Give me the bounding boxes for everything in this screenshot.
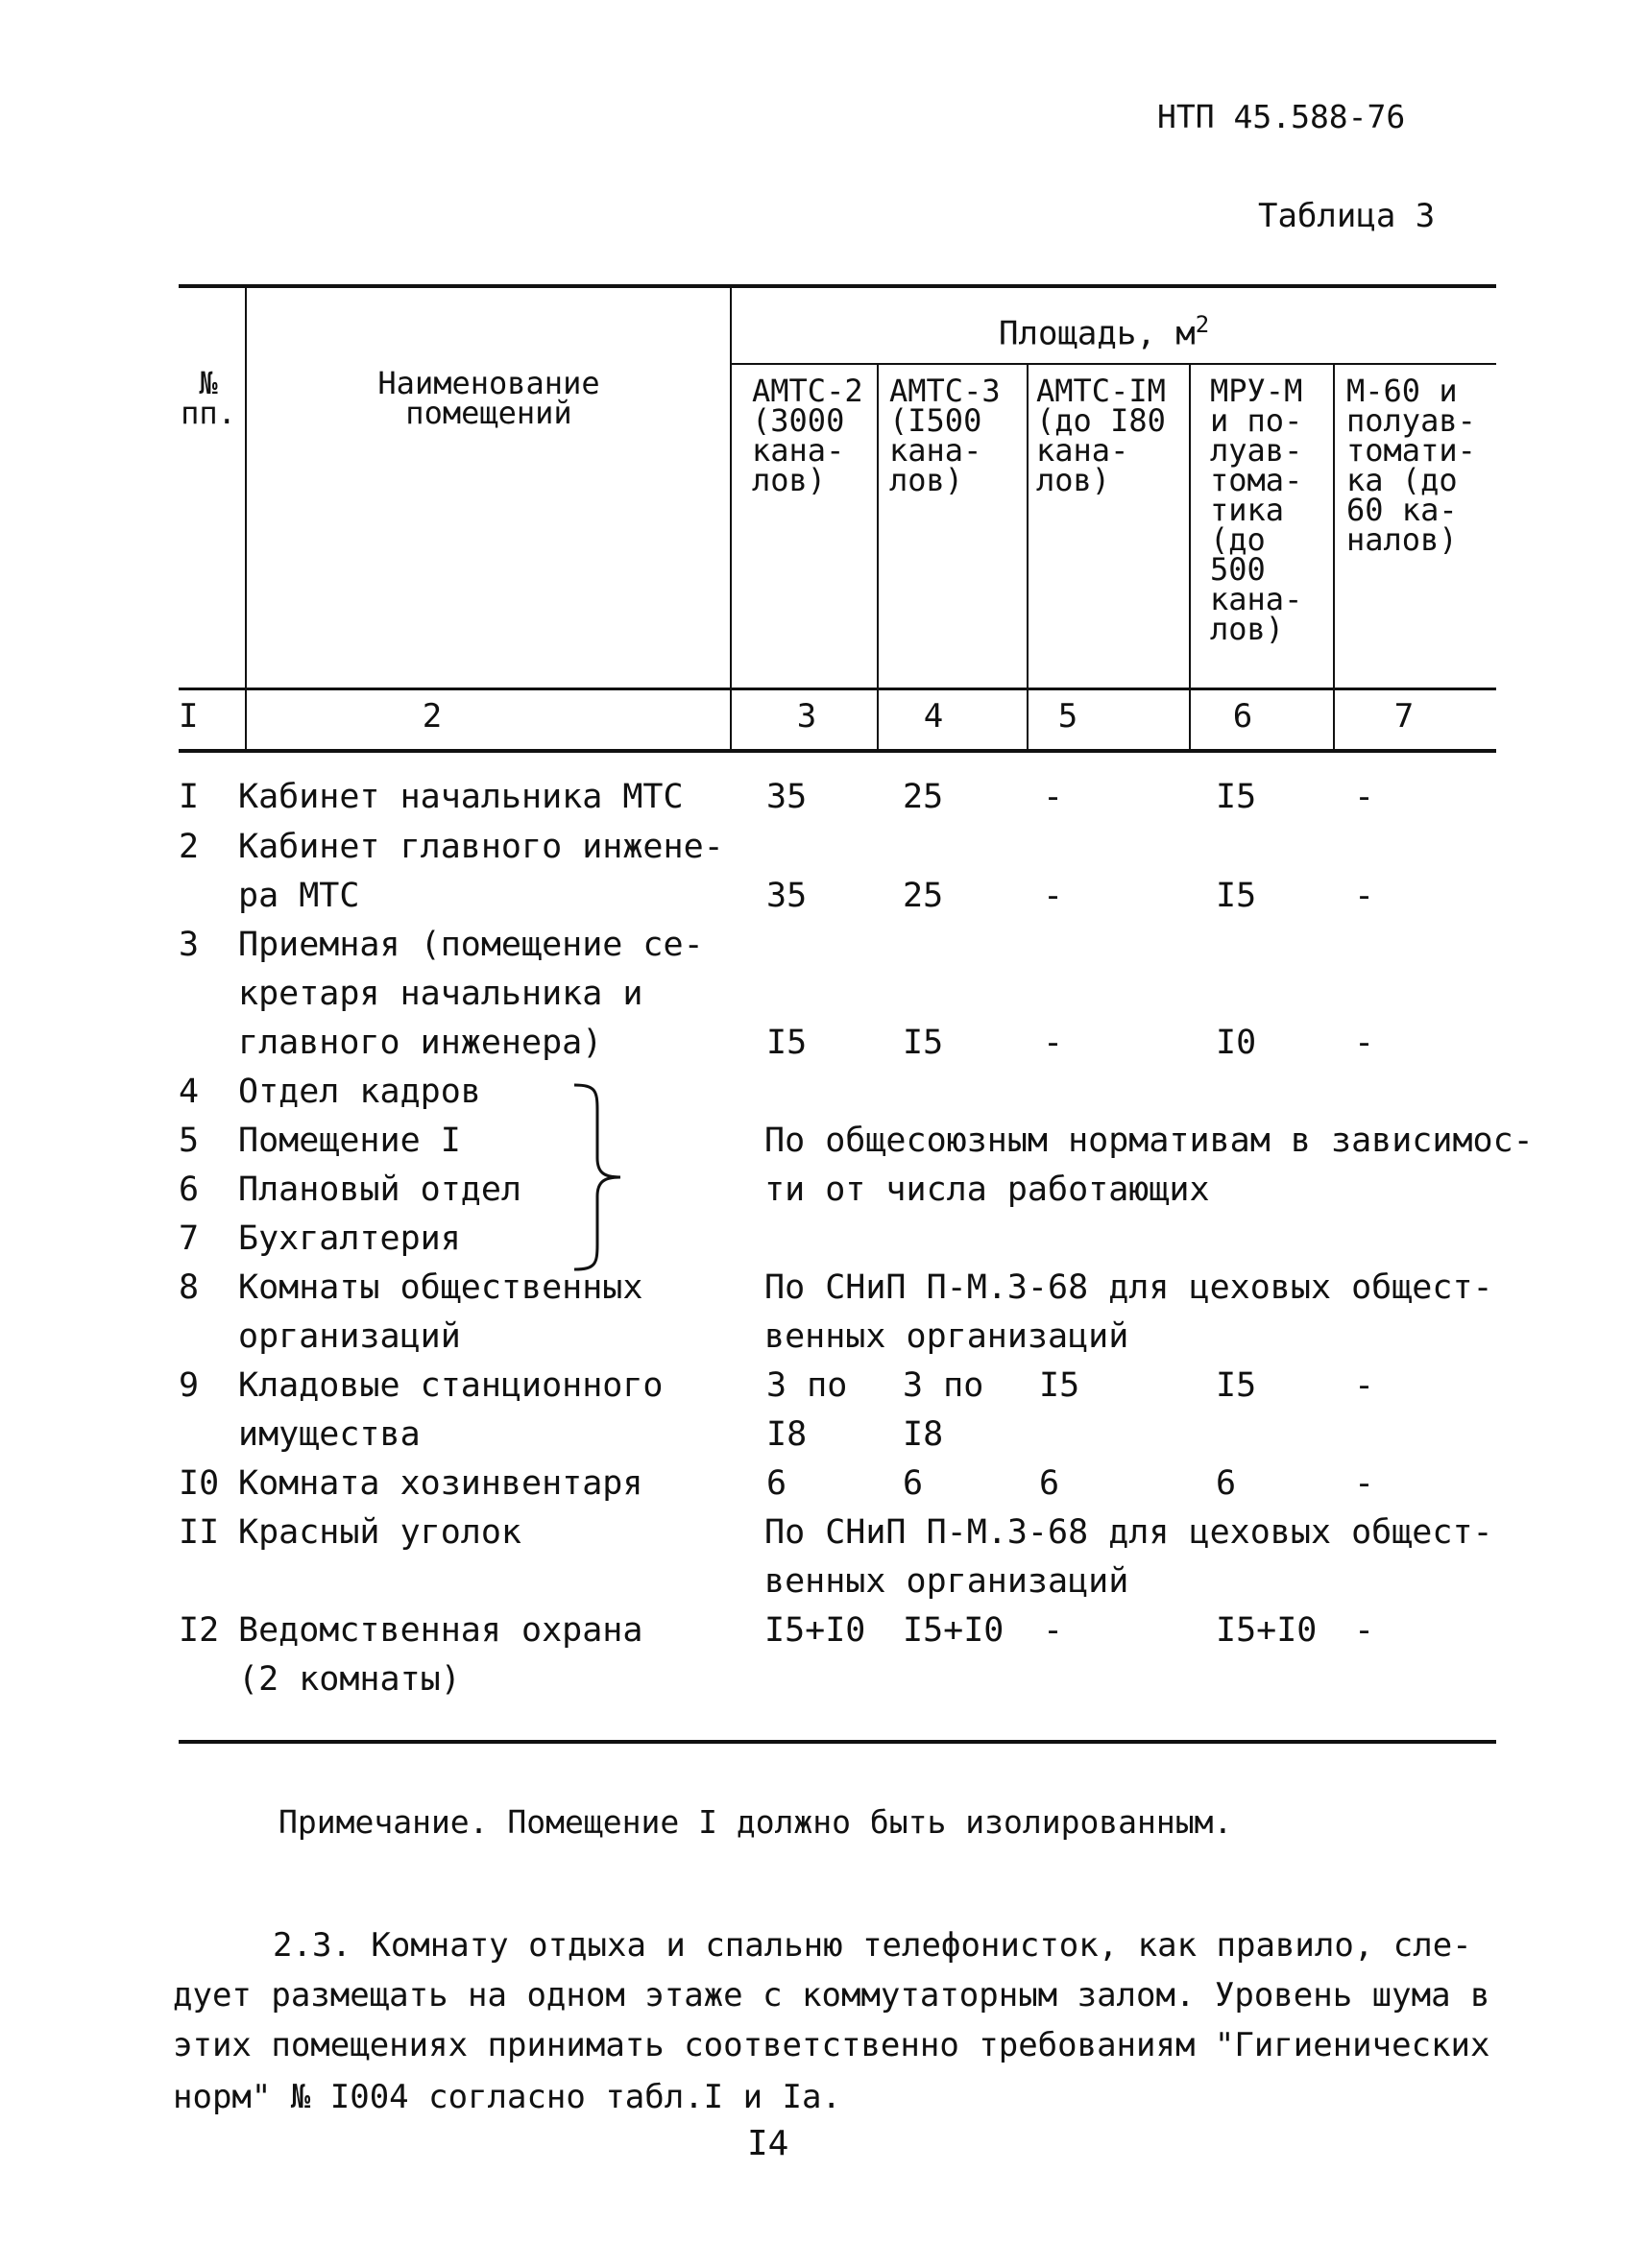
row-12-col3: I5+I0	[764, 1611, 866, 1650]
table-caption: Таблица 3	[1258, 197, 1436, 235]
document-code: НТП 45.588-76	[1157, 98, 1406, 135]
table-bottom-rule	[179, 1740, 1496, 1744]
row-11-no: II	[179, 1513, 220, 1552]
colnum-4: 4	[923, 697, 944, 736]
header-bottom-rule	[179, 688, 1496, 690]
header-area: Площадь, $м^2$	[999, 311, 1210, 353]
header-amts-3: АМТС-3 (I500 кана- лов)	[889, 373, 1001, 498]
row-2-col3: 35	[766, 877, 808, 915]
colnum-3: 3	[796, 697, 817, 736]
row-2-col7: -	[1354, 877, 1375, 915]
row-10-col4: 6	[903, 1464, 924, 1503]
row-3-name-line2: кретаря начальника и	[238, 975, 643, 1013]
row-5-name: Помещение I	[238, 1122, 461, 1160]
col-divider-1	[245, 286, 247, 751]
col-divider-2	[730, 286, 732, 751]
row-9-col3-line2: I8	[766, 1415, 808, 1454]
row-3-name-line3: главного инженера)	[238, 1024, 603, 1062]
row-9-col7: -	[1354, 1366, 1375, 1405]
row-6-name: Плановый отдел	[238, 1170, 522, 1209]
header-amts-2: АМТС-2 (3000 кана- лов)	[752, 373, 863, 498]
row-1-col3: 35	[766, 778, 808, 816]
row-1-col6: I5	[1216, 778, 1257, 816]
row-9-name-line2: имущества	[238, 1415, 421, 1454]
row-8-span-line1: По СНиП П-М.3-68 для цеховых общест-	[764, 1268, 1493, 1307]
table-note: Примечание. Помещение I должно быть изолированным.	[278, 1803, 1233, 1841]
row-2-col4: 25	[903, 877, 944, 915]
row-4-name: Отдел кадров	[238, 1073, 481, 1111]
row-3-col4: I5	[903, 1024, 944, 1062]
col-divider-4	[1027, 365, 1029, 751]
row-5-no: 5	[179, 1122, 200, 1160]
row-9-no: 9	[179, 1366, 200, 1405]
row-3-name-line1: Приемная (помещение се-	[238, 926, 704, 964]
header-mru-m: МРУ-М и по- луав- тома- тика (до 500 кана- лов)	[1210, 373, 1303, 647]
paragraph-line-3: этих помещениях принимать соответственно требованиям "Гигиенических	[173, 2026, 1490, 2064]
row-2-no: 2	[179, 828, 200, 866]
row-2-col5: -	[1043, 877, 1064, 915]
row-12-no: I2	[179, 1611, 220, 1650]
row-8-span-line2: венных организаций	[764, 1317, 1129, 1356]
col-divider-3	[877, 365, 879, 751]
row-7-no: 7	[179, 1219, 200, 1258]
row-7-name: Бухгалтерия	[238, 1219, 461, 1258]
row-12-name-line1: Ведомственная охрана	[238, 1611, 643, 1650]
table-top-rule	[179, 284, 1496, 288]
row-8-name-line1: Комнаты общественных	[238, 1268, 643, 1307]
row-12-col7: -	[1354, 1611, 1375, 1650]
area-unit-superscript: 2	[1195, 311, 1210, 338]
header-no: № пп.	[181, 365, 236, 431]
row-9-col3: 3 по	[766, 1366, 848, 1405]
header-m-60: М-60 и полуав- томати- ка (до 60 ка- налов)	[1346, 373, 1476, 558]
row-10-col3: 6	[766, 1464, 787, 1503]
header-room-name: Наименование помещений	[377, 365, 600, 431]
row-9-col5: I5	[1039, 1366, 1080, 1405]
colnum-2: 2	[422, 697, 443, 736]
row-6-no: 6	[179, 1170, 200, 1209]
paragraph-line-2: дует размещать на одном этаже с коммутаторным залом. Уровень шума в	[173, 1976, 1490, 2015]
row-1-name: Кабинет начальника МТС	[238, 778, 684, 816]
row-10-col6: 6	[1216, 1464, 1237, 1503]
colnum-6: 6	[1232, 697, 1253, 736]
row-12-col5: -	[1043, 1611, 1064, 1650]
row-11-span-line2: венных организаций	[764, 1562, 1129, 1601]
row-10-col7: -	[1354, 1464, 1375, 1503]
row-1-no: I	[179, 778, 200, 816]
row-9-name-line1: Кладовые станционного	[238, 1366, 664, 1405]
row-12-name-line2: (2 комнаты)	[238, 1660, 461, 1699]
col-divider-6	[1333, 365, 1335, 751]
row-10-col5: 6	[1039, 1464, 1060, 1503]
row-3-no: 3	[179, 926, 200, 964]
row-9-col4-line2: I8	[903, 1415, 944, 1454]
row-3-col3: I5	[766, 1024, 808, 1062]
row-9-col4: 3 по	[903, 1366, 984, 1405]
paragraph-line-1: 2.3. Комнату отдыха и спальню телефонисток, как правило, сле-	[273, 1926, 1472, 1965]
row-2-name-line1: Кабинет главного инжене-	[238, 828, 724, 866]
row-3-col6: I0	[1216, 1024, 1257, 1062]
colnum-7: 7	[1393, 697, 1415, 736]
rows-4-7-span-line2: ти от числа работающих	[764, 1170, 1210, 1209]
colnum-5: 5	[1057, 697, 1078, 736]
row-3-col7: -	[1354, 1024, 1375, 1062]
page-number: I4	[747, 2124, 789, 2163]
area-header-rule	[731, 363, 1496, 365]
row-10-name: Комната хозинвентаря	[238, 1464, 643, 1503]
colnum-1: I	[179, 697, 199, 736]
row-2-name-line2: ра МТС	[238, 877, 360, 915]
row-12-col4: I5+I0	[903, 1611, 1005, 1650]
row-3-col5: -	[1043, 1024, 1064, 1062]
row-9-col6: I5	[1216, 1366, 1257, 1405]
paragraph-line-4: норм" № I004 согласно табл.I и Iа.	[173, 2078, 841, 2116]
right-brace-icon	[567, 1081, 634, 1273]
col-divider-5	[1189, 365, 1191, 751]
row-8-no: 8	[179, 1268, 200, 1307]
rows-4-7-span-line1: По общесоюзным нормативам в зависимос-	[764, 1122, 1534, 1160]
row-8-name-line2: организаций	[238, 1317, 461, 1356]
row-2-col6: I5	[1216, 877, 1257, 915]
row-1-col7: -	[1354, 778, 1375, 816]
row-12-col6: I5+I0	[1216, 1611, 1318, 1650]
row-11-name: Красный уголок	[238, 1513, 522, 1552]
colnum-bottom-rule	[179, 749, 1496, 753]
header-amts-1m: АМТС-IМ (до I80 кана- лов)	[1036, 373, 1166, 498]
row-1-col4: 25	[903, 778, 944, 816]
row-1-col5: -	[1043, 778, 1064, 816]
row-10-no: I0	[179, 1464, 220, 1503]
row-4-no: 4	[179, 1073, 200, 1111]
row-11-span-line1: По СНиП П-М.3-68 для цеховых общест-	[764, 1513, 1493, 1552]
